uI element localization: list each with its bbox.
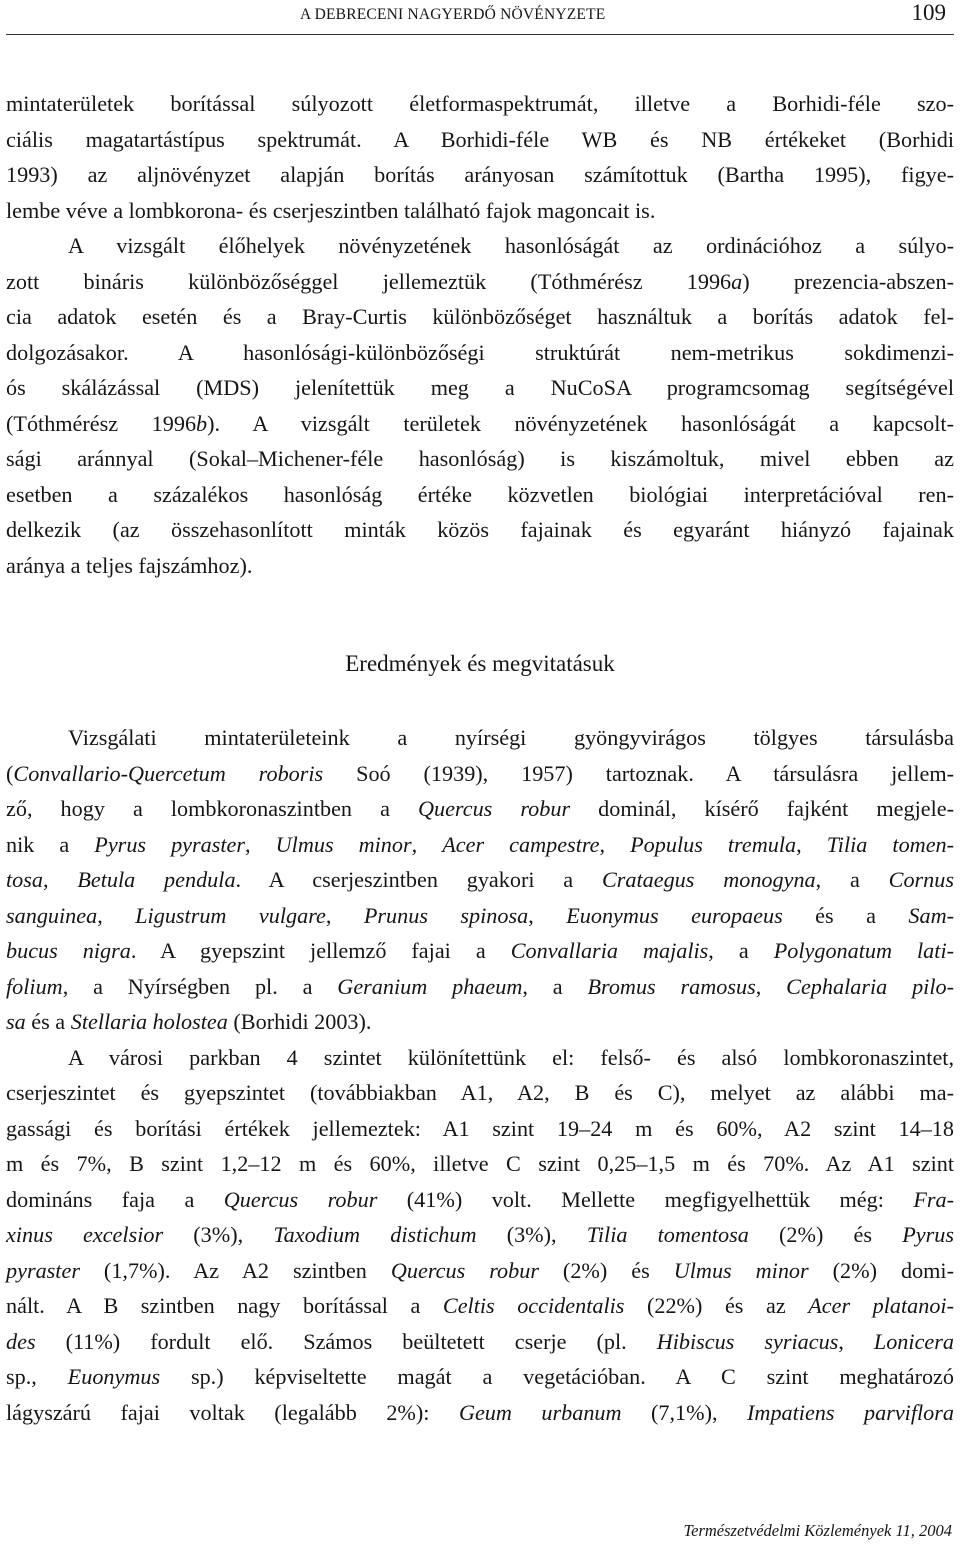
results-paragraph <box>6 720 954 1430</box>
text-line: des (11%) fordult elő. Számos beültetett cserje (pl. Hibiscus syriacus, Lonicera <box>6 1328 954 1354</box>
text-line: nált. A B szintben nagy borítással a Celtis occidentalis (22%) és az Acer platanoi- <box>6 1293 954 1318</box>
text-line: lembe véve a lombkorona- és cserjeszintben található fajok magoncait is. <box>6 197 656 223</box>
page-number: 109 <box>911 0 946 25</box>
text-line: ciális magatartástípus spektrumát. A Borhidi-féle WB és NB értékeket (Borhidi <box>6 126 954 152</box>
running-title: A DEBRECENI NAGYERDŐ NÖVÉNYZETE <box>300 6 606 23</box>
text-line: dolgozásakor. A hasonlósági-különbözőségi struktúrát nem-metrikus sokdimenzi- <box>6 339 954 365</box>
text-line: ző, hogy a lombkoronaszintben a Quercus robur dominál, kísérő fajként megjele- <box>6 796 955 821</box>
text-line: bucus nigra. A gyepszint jellemző fajai a Convallaria majalis, a Polygonatum lati- <box>6 938 954 963</box>
methods-paragraph <box>6 86 954 583</box>
text-line: sági aránnyal (Sokal–Michener-féle hasonlóság) is kiszámoltuk, mivel ebben az <box>6 446 954 471</box>
text-line: domináns faja a Quercus robur (41%) volt. Mellette megfigyelhettük még: Fra- <box>6 1186 954 1212</box>
text-line: delkezik (az összehasonlított minták közös fajainak és egyaránt hiányzó fajainak <box>6 517 954 542</box>
text-line: A városi parkban 4 szintet különítettünk el: felső- és alsó lombkoronaszintet, <box>68 1044 954 1070</box>
text-line: esetben a százalékos hasonlóság értéke közvetlen biológiai interpretációval ren- <box>6 481 954 507</box>
text-line: (Tóthmérész 1996b). A vizsgált területek növényzetének hasonlóságát a kapcsolt- <box>6 410 954 436</box>
text-line: mintaterületek borítással súlyozott életformaspektrumát, illetve a Borhidi-féle szo- <box>6 91 954 116</box>
text-line: tosa, Betula pendula. A cserjeszintben gyakori a Crataegus monogyna, a Cornus <box>6 867 954 892</box>
text-line: Vizsgálati mintaterületeink a nyírségi gyöngyvirágos tölgyes társulásba <box>68 725 954 750</box>
text-line: lágyszárú fajai voltak (legalább 2%): Geum urbanum (7,1%), Impatiens parviflora <box>6 1399 954 1425</box>
text-line: cserjeszintet és gyepszintet (továbbiakban A1, A2, B és C), melyet az alábbi ma- <box>6 1080 954 1105</box>
text-line: gassági és borítási értékek jellemeztek: A1 szint 19–24 m és 60%, A2 szint 14–18 <box>6 1115 954 1141</box>
text-line: ós skálázással (MDS) jelenítettük meg a NuCoSA programcsomag segítségével <box>6 375 954 400</box>
text-line: folium, a Nyírségben pl. a Geranium phaeum, a Bromus ramosus, Cephalaria pilo- <box>6 973 954 999</box>
section-heading: Eredmények és megvitatásuk <box>345 651 615 676</box>
text-line: 1993) az aljnövényzet alapján borítás arányosan számítottuk (Bartha 1995), figye- <box>6 162 954 187</box>
running-header <box>6 0 954 35</box>
text-line: xinus excelsior (3%), Taxodium distichum (3%), Tilia tomentosa (2%) és Pyrus <box>6 1222 954 1247</box>
text-line: sa és a Stellaria holostea (Borhidi 2003). <box>6 1009 372 1034</box>
text-line: aránya a teljes fajszámhoz). <box>6 552 253 578</box>
text-line: sanguinea, Ligustrum vulgare, Prunus spinosa, Euonymus europaeus és a Sam- <box>6 902 954 928</box>
text-line: m és 7%, B szint 1,2–12 m és 60%, illetve C szint 0,25–1,5 m és 70%. Az A1 szint <box>6 1151 954 1176</box>
text-line: nik a Pyrus pyraster, Ulmus minor, Acer campestre, Populus tremula, Tilia tomen- <box>6 831 955 857</box>
text-line: pyraster (1,7%). Az A2 szintben Quercus robur (2%) és Ulmus minor (2%) domi- <box>6 1257 954 1283</box>
text-line: A vizsgált élőhelyek növényzetének hasonlóságát az ordinációhoz a súlyo- <box>68 233 954 258</box>
journal-footer: Természetvédelmi Közlemények 11, 2004 <box>683 1521 952 1540</box>
text-line: cia adatok esetén és a Bray-Curtis különbözőséget használtuk a borítás adatok fel- <box>6 304 954 329</box>
text-line: zott bináris különbözőséggel jellemeztük (Tóthmérész 1996a) prezencia-abszen- <box>6 268 954 294</box>
text-line: sp., Euonymus sp.) képviseltette magát a vegetációban. A C szint meghatározó <box>6 1364 954 1389</box>
text-line: (Convallario-Quercetum roboris Soó (1939), 1957) tartoznak. A társulásra jellem- <box>6 760 954 786</box>
